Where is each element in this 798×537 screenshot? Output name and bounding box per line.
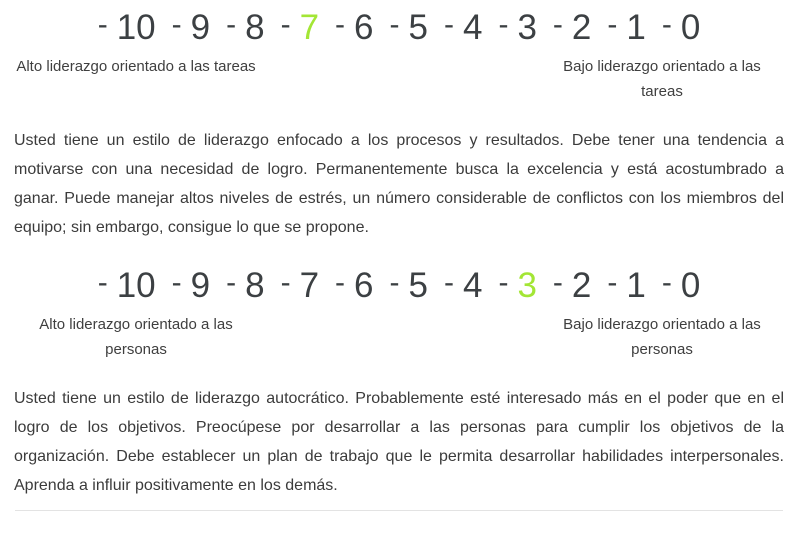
scale-dash: -	[661, 266, 672, 299]
scale-number: 3	[517, 7, 537, 47]
scale-dash: -	[389, 8, 400, 41]
scale-item	[171, 7, 211, 47]
scale-dash: -	[226, 8, 237, 41]
scale-number: 6	[354, 7, 374, 47]
scale-number-highlighted: 7	[299, 7, 320, 47]
scale-item	[280, 7, 320, 47]
scale-item	[335, 7, 374, 47]
scale-number: 9	[190, 7, 211, 47]
people-leadership-section	[0, 264, 798, 500]
scale-item	[552, 265, 592, 305]
scale-item	[443, 265, 483, 305]
scale-dash: -	[552, 8, 563, 41]
scale-dash: -	[280, 266, 291, 299]
scale-item	[607, 265, 646, 305]
scale-number: 6	[354, 265, 374, 305]
scale-number: 5	[408, 7, 428, 47]
scale-dash: -	[97, 8, 108, 41]
scale-number: 5	[408, 265, 428, 305]
scale-dash: -	[171, 266, 182, 299]
scale-dash: -	[661, 8, 672, 41]
scale-number: 2	[571, 265, 592, 305]
scale-dash: -	[443, 266, 454, 299]
scale-item	[280, 265, 320, 305]
scale-number: 8	[245, 265, 265, 305]
scale-item	[97, 265, 156, 305]
scale-number: 4	[462, 7, 483, 47]
scale-number: 9	[190, 265, 211, 305]
scale-dash: -	[552, 266, 563, 299]
people-scale-labels	[0, 312, 798, 362]
low-people-leadership-label: Bajo liderazgo orientado a las personas	[563, 316, 761, 358]
scale-dash: -	[607, 8, 618, 41]
scale-number: 7	[299, 265, 320, 305]
scale-dash: -	[389, 266, 400, 299]
scale-item	[607, 7, 646, 47]
scale-item	[498, 265, 537, 305]
scale-item	[661, 7, 701, 47]
scale-number: 10	[116, 265, 156, 305]
scale-dash: -	[443, 8, 454, 41]
task-scale-labels	[0, 54, 798, 104]
scale-number: 8	[245, 7, 265, 47]
scale-dash: -	[335, 8, 346, 41]
task-orientation-scale	[0, 6, 798, 48]
people-orientation-scale	[0, 264, 798, 306]
scale-number-highlighted: 3	[517, 265, 537, 305]
scale-number: 10	[116, 7, 156, 47]
scale-item	[226, 265, 265, 305]
task-leadership-description: Usted tiene un estilo de liderazgo enfocado a los procesos y resultados. Debe tener una tendencia a motivarse con una necesidad de logro. Permanentemente busca la excelencia y está acostumbrado a ganar. Puede manejar altos niveles de estrés, un número considerable de conflictos con los miembros del equipo; sin embargo, consigue lo que se propone.	[14, 132, 784, 236]
scale-item	[97, 7, 156, 47]
scale-number: 1	[626, 265, 646, 305]
bottom-divider	[15, 510, 783, 511]
low-task-leadership-label: Bajo liderazgo orientado a las tareas	[563, 58, 761, 100]
scale-item	[552, 7, 592, 47]
scale-number: 0	[680, 7, 701, 47]
scale-item	[226, 7, 265, 47]
scale-number: 4	[462, 265, 483, 305]
scale-number: 2	[571, 7, 592, 47]
scale-item	[498, 7, 537, 47]
scale-number: 1	[626, 7, 646, 47]
scale-dash: -	[335, 266, 346, 299]
people-leadership-description: Usted tiene un estilo de liderazgo autocrático. Probablemente esté interesado más en el poder que en el logro de los objetivos. Preocúpese por desarrollar a las personas para cumplir los objetivos de la organización. Debe establecer un plan de trabajo que le permita desarrollar habilidades interpersonales. Aprenda a influir positivamente en los demás.	[14, 390, 784, 494]
high-task-leadership-label: Alto liderazgo orientado a las tareas	[16, 58, 256, 75]
scale-dash: -	[97, 266, 108, 299]
scale-dash: -	[171, 8, 182, 41]
scale-dash: -	[498, 266, 509, 299]
scale-item	[661, 265, 701, 305]
scale-number: 0	[680, 265, 701, 305]
scale-item	[389, 265, 428, 305]
high-people-leadership-label: Alto liderazgo orientado a las personas	[39, 316, 233, 358]
task-leadership-section	[0, 6, 798, 242]
scale-item	[335, 265, 374, 305]
scale-dash: -	[607, 266, 618, 299]
scale-dash: -	[226, 266, 237, 299]
scale-dash: -	[280, 8, 291, 41]
scale-dash: -	[498, 8, 509, 41]
scale-item	[443, 7, 483, 47]
scale-item	[389, 7, 428, 47]
scale-item	[171, 265, 211, 305]
